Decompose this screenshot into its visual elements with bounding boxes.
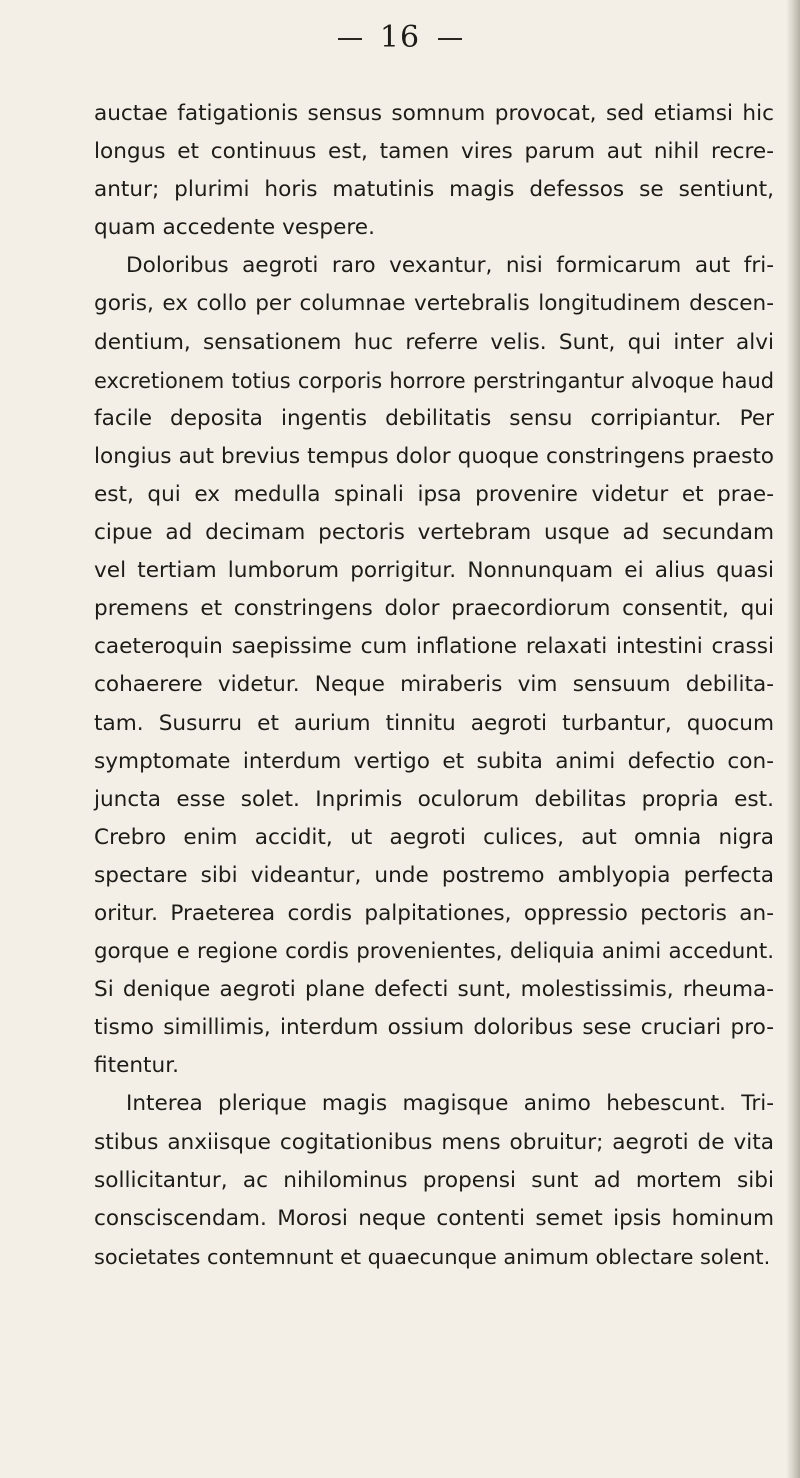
text-line: premens et constringens dolor praecordiorum consentit, qui [94, 596, 774, 622]
text-line: consciscendam. Morosi neque contenti semet ipsis hominum [94, 1205, 774, 1231]
text-line: juncta esse solet. Inprimis oculorum debilitas propria est. [94, 786, 774, 812]
text-line: vel tertiam lumborum porrigitur. Nonnunquam ei alius quasi [94, 558, 774, 584]
text-line: Doloribus aegroti raro vexantur, nisi formicarum aut fri- [126, 253, 774, 279]
left-dash [338, 38, 362, 40]
text-line: auctae fatigationis sensus somnum provocat, sed etiamsi hic [94, 101, 774, 126]
text-line: longus et continuus est, tamen vires parum aut nihil recre- [94, 139, 774, 165]
text-line: fitentur. [94, 1053, 179, 1079]
text-line: Si denique aegroti plane defecti sunt, molestissimis, rheuma- [94, 977, 774, 1003]
text-line: antur; plurimi horis matutinis magis defessos se sentiunt, [94, 177, 774, 203]
text-line: Crebro enim accidit, ut aegroti culices, aut omnia nigra [94, 824, 774, 850]
text-line: goris, ex collo per columnae vertebralis longitudinem descen- [94, 291, 774, 317]
text-line: gorque e regione cordis provenientes, deliquia animi accedunt. [94, 939, 774, 965]
text-line: est, qui ex medulla spinali ipsa provenire videtur et prae- [94, 481, 774, 507]
text-line: sollicitantur, ac nihilominus propensi sunt ad mortem sibi [94, 1167, 774, 1193]
text-line: oritur. Praeterea cordis palpitationes, oppressio pectoris an- [94, 900, 774, 926]
running-head [0, 20, 800, 55]
text-line: facile deposita ingentis debilitatis sensu corripiantur. Per [94, 405, 774, 431]
text-line: spectare sibi videantur, unde postremo amblyopia perfecta [94, 862, 774, 888]
text-line: excretionem totius corporis horrore perstringantur alvoque haud [94, 368, 774, 393]
paragraph [94, 95, 774, 247]
text-line: caeteroquin saepissime cum inflatione relaxati intestini crassi [94, 634, 774, 660]
text-line: tam. Susurru et aurium tinnitu aegroti turbantur, quocum [94, 710, 774, 736]
text-line: symptomate interdum vertigo et subita animi defectio con- [94, 748, 774, 774]
text-line: societates contemnunt et quaecunque animum oblectare solent. [94, 1244, 771, 1269]
text-line: quam accedente vespere. [94, 215, 375, 241]
text-line: Interea plerique magis magisque animo hebescunt. Tri- [126, 1091, 774, 1117]
text-line: dentium, sensationem huc referre velis. Sunt, qui inter alvi [94, 329, 774, 355]
text-line: longius aut brevius tempus dolor quoque constringens praesto [94, 443, 774, 469]
text-line: cohaerere videtur. Neque miraberis vim sensuum debilita- [94, 672, 774, 698]
page-number: 16 [379, 20, 421, 55]
text-line: tismo simillimis, interdum ossium doloribus sese cruciari pro- [94, 1015, 774, 1041]
paragraph [94, 247, 774, 1085]
paragraph [94, 1085, 774, 1275]
text-line: cipue ad decimam pectoris vertebram usque ad secundam [94, 520, 774, 546]
page-edge-shadow [786, 0, 800, 1478]
right-dash [438, 38, 462, 40]
text-line: stibus anxiisque cogitationibus mens obruitur; aegroti de vita [94, 1129, 774, 1155]
body-text [94, 95, 774, 1276]
